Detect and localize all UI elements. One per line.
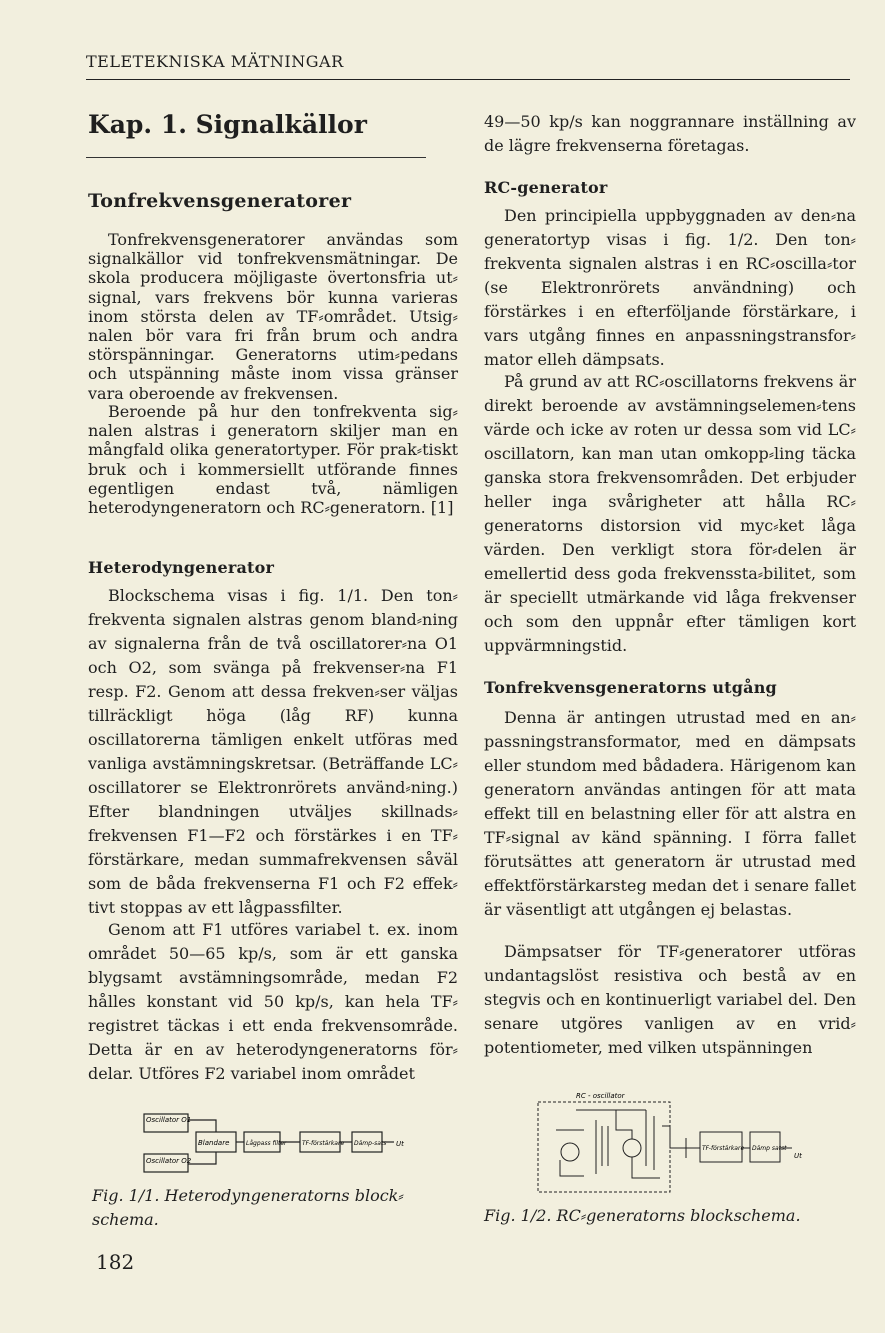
- section-heading: [88, 190, 458, 212]
- subheading-text: RC-generator: [484, 178, 608, 197]
- subheading-rc: [484, 178, 856, 197]
- right-paragraph-4: [484, 940, 856, 1060]
- caption-text: Fig. 1/2. RC⸗generatorns blockschema.: [484, 1206, 801, 1225]
- figure-2-caption: [484, 1204, 856, 1228]
- rc-amp-label: TF-förstärkare: [702, 1145, 745, 1152]
- right-paragraph-0: [484, 110, 856, 158]
- left-paragraph-4: [88, 918, 458, 1086]
- subheading-heterodyne: [88, 558, 458, 577]
- section-heading-text: Tonfrekvensgeneratorer: [88, 190, 352, 212]
- right-paragraph-2: [484, 370, 856, 658]
- caption-text: Fig. 1/1. Heterodyngeneratorns block⸗schema.: [92, 1186, 404, 1229]
- running-head: TELETEKNISKA MÄTNINGAR: [86, 52, 344, 71]
- paragraph-text: På grund av att RC⸗oscillatorns frekvens är direkt beroende av avstämningselemen⸗tens värde och icke av roten ur dessa som vid LC⸗oscillatorn, kan man utan omkopp⸗ling täcka ganska stora frekvensområden. Det erbjuder heller inga svårigheter att hålla RC⸗generatorns distorsion vid myc⸗ket låga värden. Den verkligt stora för⸗delen är emellertid dess goda frekvenssta⸗bilitet, som är speciellt utmärkande vid låga frekvenser och som den uppnår efter tämligen kort uppvärmningstid.: [484, 372, 856, 655]
- left-paragraph-3: [88, 584, 458, 920]
- right-paragraph-1: [484, 204, 856, 372]
- rc-out-label: Ut: [794, 1152, 802, 1160]
- out-label: Ut: [396, 1140, 404, 1148]
- paragraph-text: Den principiella uppbyggnaden av den⸗na generatortyp visas i fig. 1/2. Den ton⸗frekventa signalen alstras i en RC⸗oscilla⸗tor (se Elektronrörets användning) och förstärkes i en efterföljande förstärkare, i vars utgång finnes en anpassningstransfor⸗mator elleh dämpsats.: [484, 206, 856, 369]
- paragraph-text: Genom att F1 utföres variabel t. ex. inom området 50—65 kp/s, som är ett ganska blygsamt avstämningsområde, medan F2 hålles konstant vid 50 kp/s, kan hela TF⸗registret täckas i ett enda frekvensområde. Detta är en av heterodyngeneratorns för⸗delar. Utföres F2 variabel inom området: [88, 920, 458, 1083]
- figure-1-caption: [92, 1184, 452, 1232]
- subheading-text: Tonfrekvensgeneratorns utgång: [484, 678, 777, 697]
- left-paragraph-1: [88, 230, 458, 403]
- paragraph-text: Dämpsatser för TF⸗generatorer utföras undantagslöst resistiva och bestå av en stegvis och en kontinuerligt variabel del. Den senare utgöres vanligen av en vrid⸗potentiometer, med vilken utspänningen: [484, 942, 856, 1057]
- mixer-label: Blandare: [198, 1139, 230, 1147]
- rc-atten-label: Dämp satst: [752, 1145, 787, 1152]
- paragraph-text: 49—50 kp/s kan noggrannare inställning av de lägre frekvenserna företagas.: [484, 112, 856, 155]
- rc-generator-block-diagram: [536, 1086, 816, 1196]
- subheading-text: Heterodyngenerator: [88, 558, 275, 577]
- amp-label: TF-förstärkare: [302, 1140, 345, 1147]
- subheading-output: [484, 678, 856, 697]
- rc-oscillator-label: RC - oscillator: [576, 1092, 625, 1100]
- right-paragraph-3: [484, 706, 856, 922]
- header-rule: [86, 79, 850, 80]
- osc1-label: Oscillator O1: [146, 1116, 192, 1124]
- page-number: 182: [96, 1250, 135, 1274]
- paragraph-text: Tonfrekvensgeneratorer användas som signalkällor vid tonfrekvensmätningar. De skola producera möjligaste övertonsfria ut⸗signal, vars frekvens bör kunna varieras inom största delen av TF⸗området. Utsig⸗nalen bör vara fri från brum och andra störspänningar. Generatorns utim⸗pedans och utspänning måste inom vissa gränser vara oberoende av frekvensen.: [88, 230, 458, 403]
- atten-label: Dämp-sats: [354, 1140, 387, 1147]
- chapter-title: Kap. 1. Signalkällor: [88, 110, 367, 139]
- lowpass-label: Lågpass filter: [246, 1140, 287, 1147]
- left-paragraph-2: [88, 402, 458, 517]
- paragraph-text: Denna är antingen utrustad med en an⸗passningstransformator, med en dämpsats eller stundom med bådadera. Härigenom kan generatorn användas antingen för att mata effekt till en belastning eller för att alstra en TF⸗signal av känd spänning. I förra fallet förutsättes att generatorn är utrustad med effektförstärkarsteg medan det i senare fallet är väsentligt att utgången ej belastas.: [484, 708, 856, 919]
- paragraph-text: Blockschema visas i fig. 1/1. Den ton⸗frekventa signalen alstras genom bland⸗ning av signalerna från de två oscillatorer⸗na O1 och O2, som svänga på frekvenser⸗na F1 resp. F2. Genom att dessa frekven⸗ser väljas tillräckligt höga (låg RF) kunna oscillatorerna tämligen enkelt utföras med vanliga avstämningskretsar. (Beträffande LC⸗oscillatorer se Elektronrörets använd⸗ning.) Efter blandningen utväljes skillnads⸗frekvensen F1—F2 och förstärkes i en TF⸗förstärkare, medan summafrekvensen såväl som de båda frekvenserna F1 och F2 effek⸗tivt stoppas av ett lågpassfilter.: [88, 586, 458, 917]
- paragraph-text: Beroende på hur den tonfrekventa sig⸗nalen alstras i generatorn skiljer man en mångfald olika generatortyper. För prak⸗tiskt bruk och i kommersiellt utförande finnes egentligen endast två, nämligen heterodyngeneratorn och RC⸗generatorn. [1]: [88, 402, 458, 518]
- heterodyne-block-diagram: [140, 1112, 420, 1178]
- osc2-label: Oscillator O2: [146, 1157, 192, 1165]
- chapter-rule: [86, 157, 426, 158]
